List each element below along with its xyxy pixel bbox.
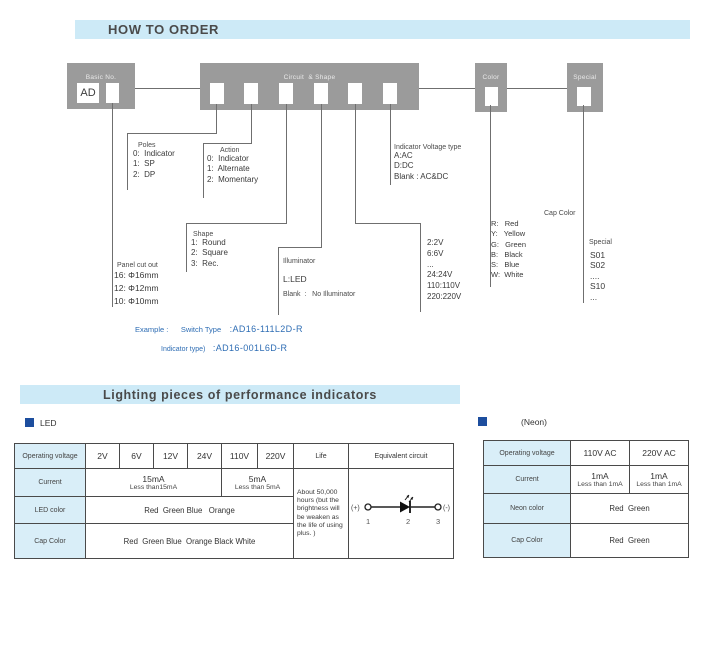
neon-legend-label: (Neon) [521,417,547,427]
connector-line [112,103,113,307]
indicator-voltage-type-item: Blank : AC&DC [394,171,449,181]
connector-line [286,104,287,224]
connector-line [419,88,475,89]
poles-item: 2: DP [133,169,156,179]
connector-line [203,143,204,198]
illuminator-title: Illuminator [283,258,316,265]
current-value: 1mA [650,470,668,481]
action-item: 2: Momentary [207,174,259,184]
panel-cutout-legend [114,262,159,307]
special-list-item: .... [590,270,600,281]
connector-line [355,223,421,224]
connector-line [127,133,128,190]
table-row [484,524,689,558]
indicator-voltage-type-item: A:AC [394,151,413,160]
connector-line [583,105,584,303]
action-legend [207,147,258,185]
indicator-voltage-type-title: Indicator Voltage type [394,144,462,151]
action-item: 0: Indicator [207,154,249,163]
led-voltage-header: 110V [222,444,258,469]
led-current-high-cell [222,469,294,497]
voltage-item: 110:110V [427,281,461,291]
panel-cutout-title: Panel cut out [117,262,158,269]
led-cap-color-label: Cap Color [15,524,86,559]
connector-line [420,223,421,312]
neon-cap-color-value: Red Green [571,524,689,558]
connector-line [507,88,567,89]
connector-line [186,223,287,224]
cap-color-legend [491,219,526,281]
led-voltage-header: 220V [258,444,294,469]
connector-line [203,143,252,144]
special-list-item: ... [590,291,598,302]
neon-voltage-header: 110V AC [571,441,630,466]
led-color-label: LED color [15,497,86,524]
connector-line [216,104,217,134]
shape-item: 3: Rec. [191,258,219,268]
cap-color-item: B: Black [491,249,523,259]
connector-line [321,104,322,248]
led-voltage-header: 24V [188,444,222,469]
special-label: Special [573,74,597,81]
equivalent-circuit-header: Equivalent circuit [349,444,454,469]
circuit-shape-label: Circuit & Shape [283,74,336,81]
neon-table [483,440,689,558]
current-note: Less than 1mA [577,480,623,488]
example-label: Example : [135,325,169,334]
indicator-type-label: Indicator type) [161,346,206,353]
lighting-section-bar [20,385,460,404]
example-indicator-type-line [161,338,287,356]
table-row [484,441,689,466]
current-note: Less than 1mA [636,480,682,488]
led-voltage-header: 6V [120,444,154,469]
terminal-3-node [435,504,441,510]
voltage-item: ... [427,259,434,269]
poles-slot [210,83,224,104]
neon-voltage-header: 220V AC [630,441,689,466]
neon-cap-color-label: Cap Color [484,524,571,558]
illuminator-legend [283,258,355,298]
connector-line [278,247,322,248]
current-note: Less than15mA [129,483,178,491]
action-slot [244,83,258,104]
neon-current-cell [571,466,630,494]
switch-type-label: Switch Type [180,325,222,334]
special-list-item: S10 [590,281,606,292]
connector-line [127,133,217,134]
connector-line [186,223,187,272]
action-title: Action [220,147,240,154]
shape-slot [279,83,293,104]
neon-color-value: Red Green [571,494,689,524]
illuminator-item-blank: Blank : No Illuminator [283,290,356,298]
panel-cutout-item: 12: Φ12mm [114,282,159,293]
special-list-title: Special [589,239,612,246]
shape-item: 2: Square [191,248,228,258]
how-to-order-title: HOW TO ORDER [108,22,219,37]
voltage-item: 6:6V [427,248,444,258]
lighting-section-title: Lighting pieces of performance indicators [103,387,377,402]
terminal-1-node [365,504,371,510]
led-operating-voltage-header: Operating voltage [15,444,86,469]
plus-terminal-label: (+) [350,504,360,512]
led-diode-icon [400,501,410,512]
example-switch-type-line [135,319,303,337]
minus-terminal-label: (-) [442,504,450,512]
cap-color-item: S: Blue [491,260,520,270]
poles-item: 0: Indicator [133,149,175,158]
connector-line [278,247,279,315]
shape-item: 1: Round [191,238,226,247]
shape-legend [191,231,228,269]
led-voltage-header: 2V [86,444,120,469]
shape-title: Shape [193,231,214,238]
voltage-legend [427,238,461,303]
equivalent-circuit-cell [349,469,454,559]
current-value: 15mA [142,473,165,484]
neon-color-label: Neon color [484,494,571,524]
led-legend-square-icon [25,418,34,427]
equivalent-circuit-diagram [350,493,453,533]
table-row [484,494,689,524]
led-cap-color-value: Red Green Blue Orange Black White [86,524,294,559]
voltage-item: 220:220V [427,291,462,301]
cap-color-title: Cap Color [544,210,576,217]
illuminator-slot [314,83,328,104]
color-label: Color [482,74,500,81]
led-voltage-header: 12V [154,444,188,469]
life-cell: About 50,000 hours (but the brightness will be weaken as the life of using plus. ) [294,469,349,559]
neon-operating-voltage-header: Operating voltage [484,441,571,466]
illuminator-item-led: L:LED [283,274,307,284]
indicator-voltage-type-item: D:DC [394,161,414,171]
poles-item: 1: SP [133,159,155,169]
indicator-voltage-type-legend [394,144,461,182]
panel-cutout-item: 10: Φ10mm [114,295,159,306]
special-code-slot [577,87,591,106]
cap-color-item: W: White [491,270,524,280]
table-row [15,469,454,497]
cap-color-item: R: Red [491,219,519,228]
special-list-legend [590,250,605,302]
panel-cutout-slot [106,83,119,103]
action-item: 1: Alternate [207,164,250,174]
cap-color-item: Y: Yellow [491,229,526,239]
poles-legend [133,142,175,180]
terminal-number: 2 [405,516,410,526]
special-list-item: S01 [590,250,606,260]
cap-color-item: G: Green [491,239,527,249]
basic-no-label: Basic No. [85,74,117,81]
basic-no-code: AD [80,87,96,99]
neon-current-label: Current [484,466,571,494]
current-value: 5mA [248,473,267,484]
life-header: Life [294,444,349,469]
connector-line [251,104,252,144]
voltage-item: 24:24V [427,270,453,280]
table-row [484,466,689,494]
table-row [15,444,454,469]
cap-color-slot [485,87,498,106]
connector-line [390,104,391,185]
led-current-low-cell [86,469,222,497]
basic-no-code-slot [77,83,99,103]
terminal-number: 1 [365,516,370,526]
connector-line [355,104,356,224]
indicator-type-code: :AD16-001L6D-R [212,343,288,353]
terminal-number: 3 [435,516,440,526]
neon-current-cell [630,466,689,494]
how-to-order-bar [75,20,690,39]
voltage-type-slot [383,83,397,104]
special-list-item: S02 [590,260,606,271]
switch-type-code: :AD16-111L2D-R [229,324,303,334]
voltage-item: 2:2V [427,238,444,247]
panel-cutout-item: 16: Φ16mm [114,270,159,280]
current-value: 1mA [591,470,609,481]
poles-title: Poles [138,142,156,149]
led-current-label: Current [15,469,86,497]
voltage-slot [348,83,362,104]
neon-legend-square-icon [478,417,487,426]
led-color-value: Red Green Blue Orange [86,497,294,524]
led-table [14,443,454,559]
led-legend-label: LED [40,418,57,428]
current-note: Less than 5mA [234,483,281,491]
connector-line [135,88,200,89]
